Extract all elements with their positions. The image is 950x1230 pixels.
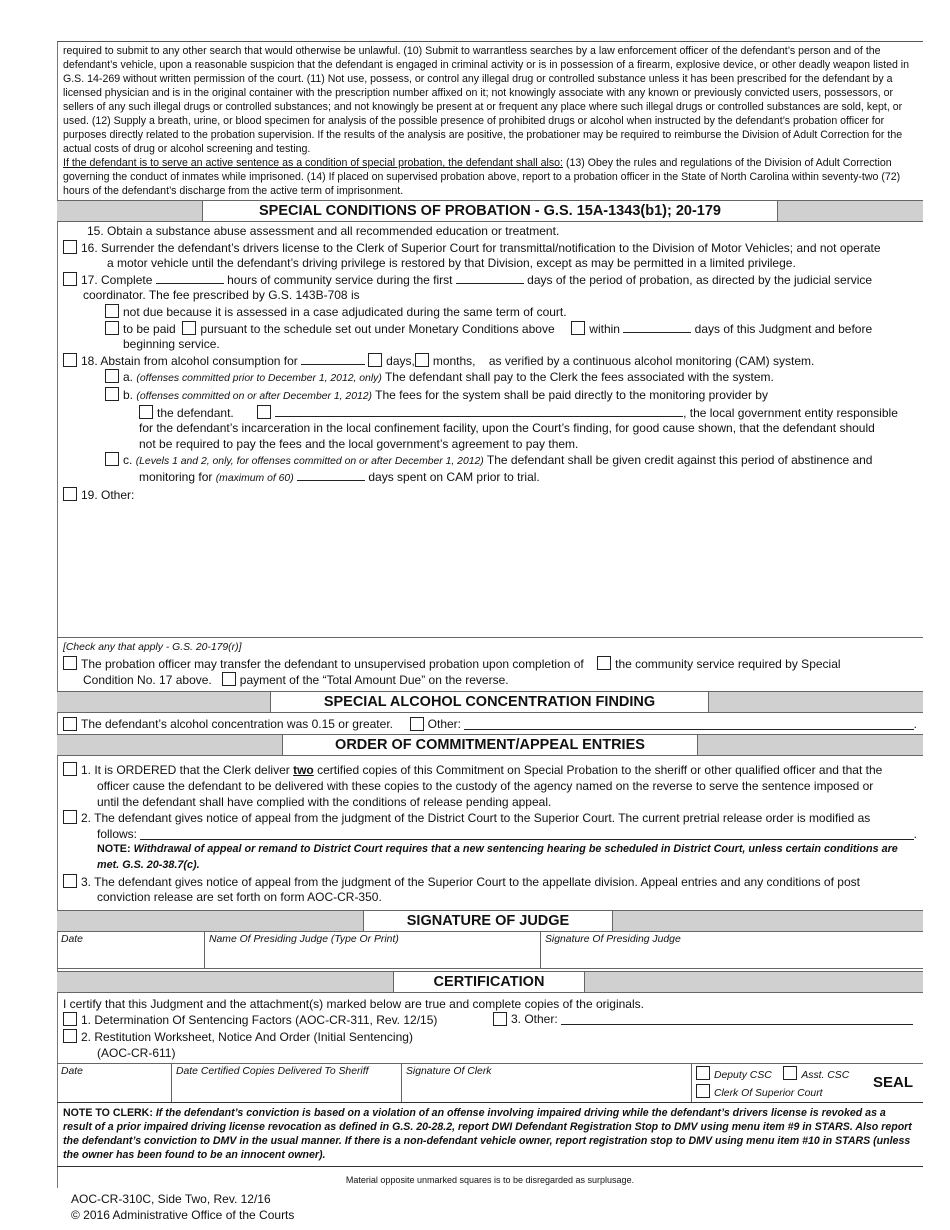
fee-within-checkbox[interactable] <box>571 321 585 335</box>
condition-18-checkbox[interactable] <box>63 353 77 367</box>
commitment-item-3: 3. The defendant gives notice of appeal from the judgment of the Superior Court to the appellate division. Appeal entries and any conditions of post <box>63 874 917 891</box>
delivered-date-field[interactable]: Date Certified Copies Delivered To Sheriff <box>172 1064 402 1102</box>
cert-item-1-checkbox[interactable] <box>63 1012 77 1026</box>
commitment-title: ORDER OF COMMITMENT/APPEAL ENTRIES <box>282 735 698 755</box>
commitment-item-2: 2. The defendant gives notice of appeal from the judgment of the District Court to the Superior Court. The current pretrial release order is modified as <box>63 810 917 827</box>
signature-header <box>57 910 923 932</box>
appeal-note: NOTE: Withdrawal of appeal or remand to District Court requires that a new sentencing hearing be scheduled in District Court, unless certain conditions are met. G.S. 20-38.7(c). <box>97 843 898 872</box>
intro-paragraph-1: required to submit to any other search that would otherwise be unlawful. (10) Submit to warrantless searches by a law enforcement officer of the defendant’s person and of the defendant’s vehicle, upon a reasonable suspicion that the defendant is engaged in criminal activity or is in possession of a firearm, explosive device, or other deadly weapon listed in G.S. 14-269 without written permission of the court. (11) Not use, possess, or control any illegal drug or controlled substance unless it has been prescribed for the defendant by a licensed physician and is in the original container with the prescription number affixed on it; not knowingly associate with any known or previously convicted users, possessors, or sellers of any such illegal drugs or controlled substances; and not knowingly be present at or frequent any place where such illegal drugs or controlled substances are sold, kept, or used. (12) Supply a breath, urine, or blood specimen for analysis of the possible presence of prohibited drugs or alcohol when instructed by the defendant’s probation officer for purposes directly related to the probation supervision. If the results of the analysis are positive, the probationer may be required to reimburse the Division of Adult Correction for the actual costs of drug or alcohol screening and testing. <box>63 45 910 155</box>
copyright: © 2016 Administrative Office of the Courts <box>71 1208 295 1223</box>
note-to-clerk: NOTE TO CLERK: If the defendant’s conviction is based on a violation of an offense involving impaired driving while the defendant’s drivers license is revoked as a result of a prior impaired driving license revocation as defined in G.S. 20-28.2, report DWI Defendant Registration Stop to DMV using menu item #9 in STARS. Also report the defendant’s conviction to DMV in the usual manner. If there is a non-defendant vehicle owner, report registration stop to DMV using menu item #10 in STARS (unless the owner has been found to be an innocent owner). <box>57 1103 923 1167</box>
judge-signature-row <box>57 932 923 969</box>
form-footer <box>57 1191 923 1223</box>
commitment-2-checkbox[interactable] <box>63 810 77 824</box>
clerk-title-options: Deputy CSC Asst. CSC Clerk Of Superior Court SEAL <box>692 1064 923 1102</box>
fee-not-due-checkbox[interactable] <box>105 304 119 318</box>
other-conditions-space[interactable] <box>63 503 917 635</box>
judge-date-field[interactable]: Date <box>57 932 205 968</box>
cert-other-checkbox[interactable] <box>493 1012 507 1026</box>
intro-rest: (13) Obey the rules and regulations of the Division of Adult Correction governing the conduct of inmates while imprisoned. (14) If placed on supervised probation above, report to a probation officer in the State of North Carolina within seventy-two (72) hours of the defendant’s discharge from the active term of imprisonment. <box>63 157 901 197</box>
first-days-blank[interactable] <box>456 273 524 284</box>
intro-paragraph-2 <box>63 156 917 198</box>
months-checkbox[interactable] <box>415 353 429 367</box>
intro-underlined: If the defendant is to serve an active sentence as a condition of special probation, the defendant shall also: <box>63 157 564 169</box>
alcohol-header <box>57 691 923 713</box>
form-page <box>57 41 923 1223</box>
surplusage-note: Material opposite unmarked squares is to be disregarded as surplusage. <box>345 1175 635 1186</box>
paid-by-local-government-checkbox[interactable] <box>257 405 271 419</box>
condition-17: 17. Complete hours of community service during the first days of the period of probation, as directed by the judicial service <box>63 272 917 289</box>
cam-days-blank[interactable] <box>297 470 365 481</box>
intro-conditions <box>57 41 923 198</box>
alcohol-finding: The defendant’s alcohol concentration was 0.15 or greater. Other: . <box>57 713 923 736</box>
certification-header <box>57 971 923 993</box>
condition-18b: b. (offenses committed on or after December 1, 2012) The fees for the system shall be paid directly to the monitoring provider by <box>63 387 917 405</box>
paid-by-defendant-checkbox[interactable] <box>139 405 153 419</box>
judge-signature-field[interactable]: Signature Of Presiding Judge <box>545 933 681 945</box>
condition-16-checkbox[interactable] <box>63 240 77 254</box>
total-amount-paid-checkbox[interactable] <box>222 672 236 686</box>
certification-title: CERTIFICATION <box>393 972 585 992</box>
special-conditions-header <box>57 200 923 222</box>
commitment-header <box>57 735 923 756</box>
alcohol-015-checkbox[interactable] <box>63 717 77 731</box>
certification-body: I certify that this Judgment and the attachment(s) marked below are true and complete copies of the originals. 1. Determination Of Sentencing Factors (AOC-CR-311, Rev. 12/15) 3. Other: 2. Restitution Worksheet, Notice And Order (Initial Sentencing) (AOC-CR-611) <box>57 993 923 1063</box>
fee-to-be-paid-checkbox[interactable] <box>105 321 119 335</box>
seal-label: SEAL <box>872 1074 913 1092</box>
judge-name-field[interactable]: Name Of Presiding Judge (Type Or Print) <box>205 932 541 968</box>
signature-title: SIGNATURE OF JUDGE <box>363 911 613 931</box>
condition-18a: a. (offenses committed prior to December 1, 2012, only) The defendant shall pay to the Clerk the fees associated with the system. <box>63 369 917 387</box>
condition-18c: c. (Levels 1 and 2, only, for offenses committed on or after December 1, 2012) The defendant shall be given credit against this period of abstinence and <box>63 452 917 470</box>
commitment-1-checkbox[interactable] <box>63 762 77 776</box>
condition-17-checkbox[interactable] <box>63 272 77 286</box>
condition-18: 18. Abstain from alcohol consumption for days, months, as verified by a continuous alcohol monitoring (CAM) system. <box>63 353 917 370</box>
fee-schedule-checkbox[interactable] <box>182 321 196 335</box>
transfer-checkbox[interactable] <box>63 656 77 670</box>
cert-item-2-checkbox[interactable] <box>63 1029 77 1043</box>
condition-19: 19. Other: <box>63 487 917 504</box>
clerk-signature-field[interactable]: Signature Of Clerk <box>402 1064 692 1102</box>
commitment-body: 1. It is ORDERED that the Clerk deliver two certified copies of this Commitment on Special Probation to the sheriff or other qualified officer and that the officer cause the defendant to be delivered with these copies to the custody of the agency named on the reverse to serve the sentence imposed or until the defendant shall have complied with the conditions of release pending appeal. 2. The defendant gives notice of appeal from the judgment of the District Court to the Superior Court. The current pretrial release order is modified as follows: . NOTE: Withdrawal of appeal or remand to District Court requires that a new sentencing hearing be scheduled in District Court, unless certain conditions are met. G.S. 20-38.7(c). 3. The defendant gives notice of appeal from the judgment of the Superior Court to the appellate division. Appeal entries and any conditions of post conviction release are set forth on form AOC-CR-350. <box>57 756 923 907</box>
condition-19-checkbox[interactable] <box>63 487 77 501</box>
modification-blank[interactable] <box>140 827 913 840</box>
condition-18a-checkbox[interactable] <box>105 369 119 383</box>
commitment-3-checkbox[interactable] <box>63 874 77 888</box>
condition-18b-checkbox[interactable] <box>105 387 119 401</box>
alcohol-title: SPECIAL ALCOHOL CONCENTRATION FINDING <box>270 692 709 712</box>
days-checkbox[interactable] <box>368 353 382 367</box>
local-government-blank[interactable] <box>275 406 683 417</box>
condition-16: 16. Surrender the defendant’s drivers license to the Clerk of Superior Court for transmittal/notification to the Division of Motor Vehicles; and not operate <box>63 240 917 257</box>
community-service-completion-checkbox[interactable] <box>597 656 611 670</box>
abstain-period-blank[interactable] <box>301 354 365 365</box>
cert-date-field[interactable]: Date <box>57 1064 172 1102</box>
special-conditions-body: 15. Obtain a substance abuse assessment and all recommended education or treatment. 16. Surrender the defendant’s drivers license to the Clerk of Superior Court for transmittal/notification to the Division of Motor Vehicles; and not operate a motor vehicle until the defendant’s driving privilege is restored by that Division, except as may be permitted in a limited privilege. 17. Complete hours of community service during the first days of the period of probation, as directed by the judicial service coordinator. The fee prescribed by G.S. 143B-708 is not due because it is assessed in a case adjudicated during the same term of court. to be paid pursuant to the schedule set out under Monetary Conditions above within days of this Judgment and before beginning service. 18. Abstain from alcohol consumption for days, months, as verified by a continuous alcohol monitoring (CAM) system. a. (offenses committed prior to December 1, 2012, only) The defendant shall pay to the Clerk the fees associated with the system. b. (offenses committed on or after December 1, 2012) The fees for the system shall be paid directly to the monitoring provider by the defendant. , the local government entity responsible for the defendant’s incarceration in the local confinement facility, upon the Court’s finding, for good cause shown, that the defendant should not be required to pay the fees and the local government’s agreement to pay them. c. (Levels 1 and 2, only, for offenses committed on or after December 1, 2012) The defendant shall be given credit against this period of abstinence and monitoring for (maximum of 60) days spent on CAM prior to trial. 19. Other: <box>57 222 923 637</box>
alcohol-other-blank[interactable] <box>464 717 913 730</box>
form-number: AOC-CR-310C, Side Two, Rev. 12/16 <box>71 1192 271 1207</box>
clerk-superior-court-checkbox[interactable] <box>696 1084 710 1098</box>
check-any-note: [Check any that apply - G.S. 20-179(r)] <box>63 642 242 654</box>
transfer-section: [Check any that apply - G.S. 20-179(r)] The probation officer may transfer the defendant to unsupervised probation upon completion of the community service required by Special Condition No. 17 above. payment of the “Total Amount Due” on the reverse. <box>57 637 923 691</box>
within-days-blank[interactable] <box>623 322 691 333</box>
deputy-csc-checkbox[interactable] <box>696 1066 710 1080</box>
asst-csc-checkbox[interactable] <box>783 1066 797 1080</box>
clerk-signature-row <box>57 1063 923 1103</box>
condition-15: 15. Obtain a substance abuse assessment and all recommended education or treatment. <box>87 224 560 238</box>
community-hours-blank[interactable] <box>156 273 224 284</box>
special-conditions-title: SPECIAL CONDITIONS OF PROBATION - G.S. 15A-1343(b1); 20-179 <box>202 201 778 221</box>
alcohol-other-checkbox[interactable] <box>410 717 424 731</box>
condition-18c-checkbox[interactable] <box>105 452 119 466</box>
commitment-item-1: 1. It is ORDERED that the Clerk deliver two certified copies of this Commitment on Special Probation to the sheriff or other qualified officer and that the <box>63 762 917 779</box>
cert-other-blank[interactable] <box>561 1012 913 1025</box>
